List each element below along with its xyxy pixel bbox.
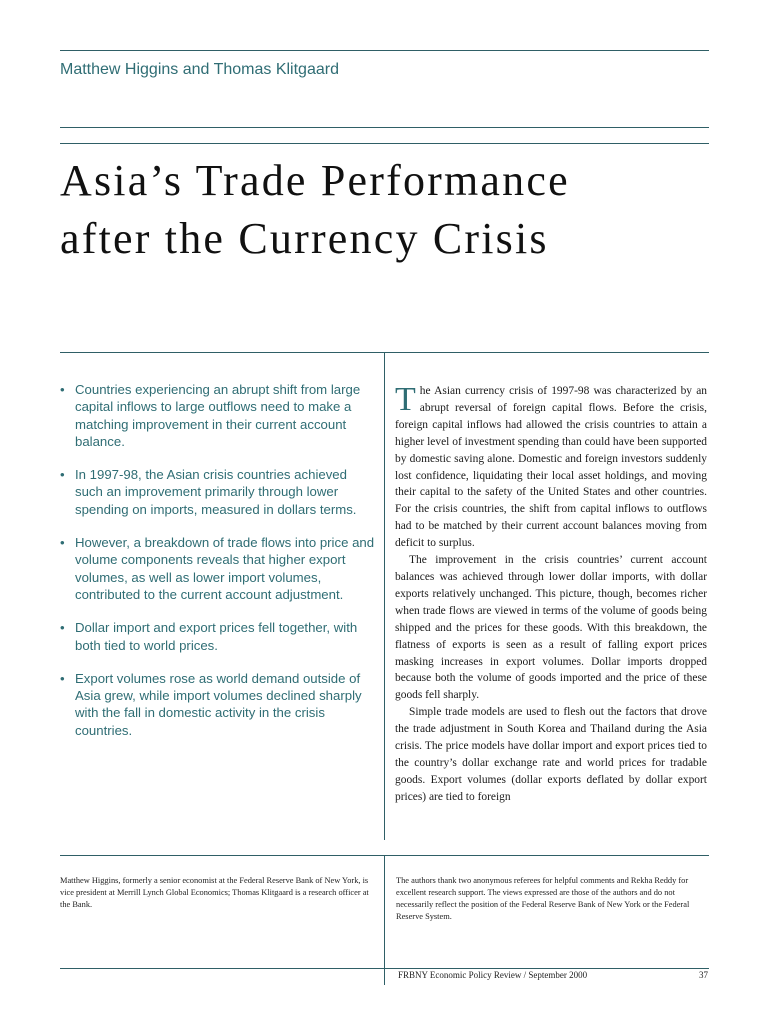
acknowledgments-footnote: The authors thank two anonymous referees for helpful comments and Rekha Reddy for excellent research support. The views expressed are those of the authors and do not necessarily reflect the position of the Federal Reserve Bank of New York or the Federal Reserve System. [396, 876, 690, 922]
header-rule-lower [60, 143, 709, 144]
body-paragraph-2: The improvement in the crisis countries’ current account balances was achieved through lower dollar imports, with dollar exports relatively unchanged. This picture, though, becomes richer when trade flows are viewed in terms of the volume of goods being shipped and the prices for these goods. With this breakdown, the flatness of exports is seen as a result of falling export prices masking increases in export volumes. Dollar imports dropped because both the volume of goods imported and the price of these goods fell sharply. [395, 554, 707, 702]
footer-journal-title: FRBNY Economic Policy Review / September 2000 [398, 970, 588, 980]
title-line-1: Asia’s Trade Performance [60, 156, 570, 205]
author-footnote: Matthew Higgins, formerly a senior economist at the Federal Reserve Bank of New York, is vice president at Merrill Lynch Global Economics; Thomas Klitgaard is a research officer at the Bank. [60, 876, 369, 910]
summary-bullet: • However, a breakdown of trade flows into price and volume components reveals that higher export volumes, as well as lower import volumes, contributed to the current account adjustment. [60, 534, 376, 603]
footer-rule [60, 968, 709, 969]
summary-bullet: • Countries experiencing an abrupt shift from large capital inflows to large outflows need to make a matching improvement in their current account balance. [60, 381, 376, 450]
body-paragraph-3: Simple trade models are used to flesh out the factors that drove the trade adjustment in South Korea and Thailand during the Asia crisis. The price models have dollar import and export prices tied to the country’s dollar exchange rate and world prices for tradable goods. Export volumes (dollar exports deflated by dollar export prices) are tied to foreign [395, 706, 707, 803]
title-line-2: after the Currency Crisis [60, 214, 549, 263]
summary-bullet: • Export volumes rose as world demand outside of Asia grew, while import volumes declined sharply with the fall in domestic activity in the crisis countries. [60, 670, 376, 739]
summary-bullet: • Dollar import and export prices fell together, with both tied to world prices. [60, 619, 376, 654]
drop-cap: T [395, 381, 416, 418]
summary-bullets [60, 381, 376, 755]
body-paragraph-1-text: he Asian currency crisis of 1997-98 was characterized by an abrupt reversal of foreign capital flows. Before the crisis, foreign capital inflows had allowed the crisis countries to attain a higher level of investment spending than could have been supported by domestic saving alone. Domestic and foreign investors suddenly lost confidence, liquidating their local asset holdings, and moving their capital to the safety of the United States and other countries. For the crisis countries, the shift from capital inflows to outflows had to be matched by their current account balances moving from deficit to surplus. [395, 385, 707, 550]
top-rule [60, 50, 709, 51]
body-paragraph-1 [395, 383, 707, 552]
header-rule-upper [60, 127, 709, 128]
column-divider-upper [384, 352, 385, 840]
author-names: Matthew Higgins and Thomas Klitgaard [60, 61, 339, 78]
summary-bullet: • In 1997-98, the Asian crisis countries achieved such an improvement primarily through lower spending on imports, measured in dollars terms. [60, 466, 376, 518]
page-number: 37 [699, 970, 708, 980]
article-body [395, 383, 707, 806]
column-divider-lower [384, 855, 385, 985]
article-title [60, 152, 720, 268]
